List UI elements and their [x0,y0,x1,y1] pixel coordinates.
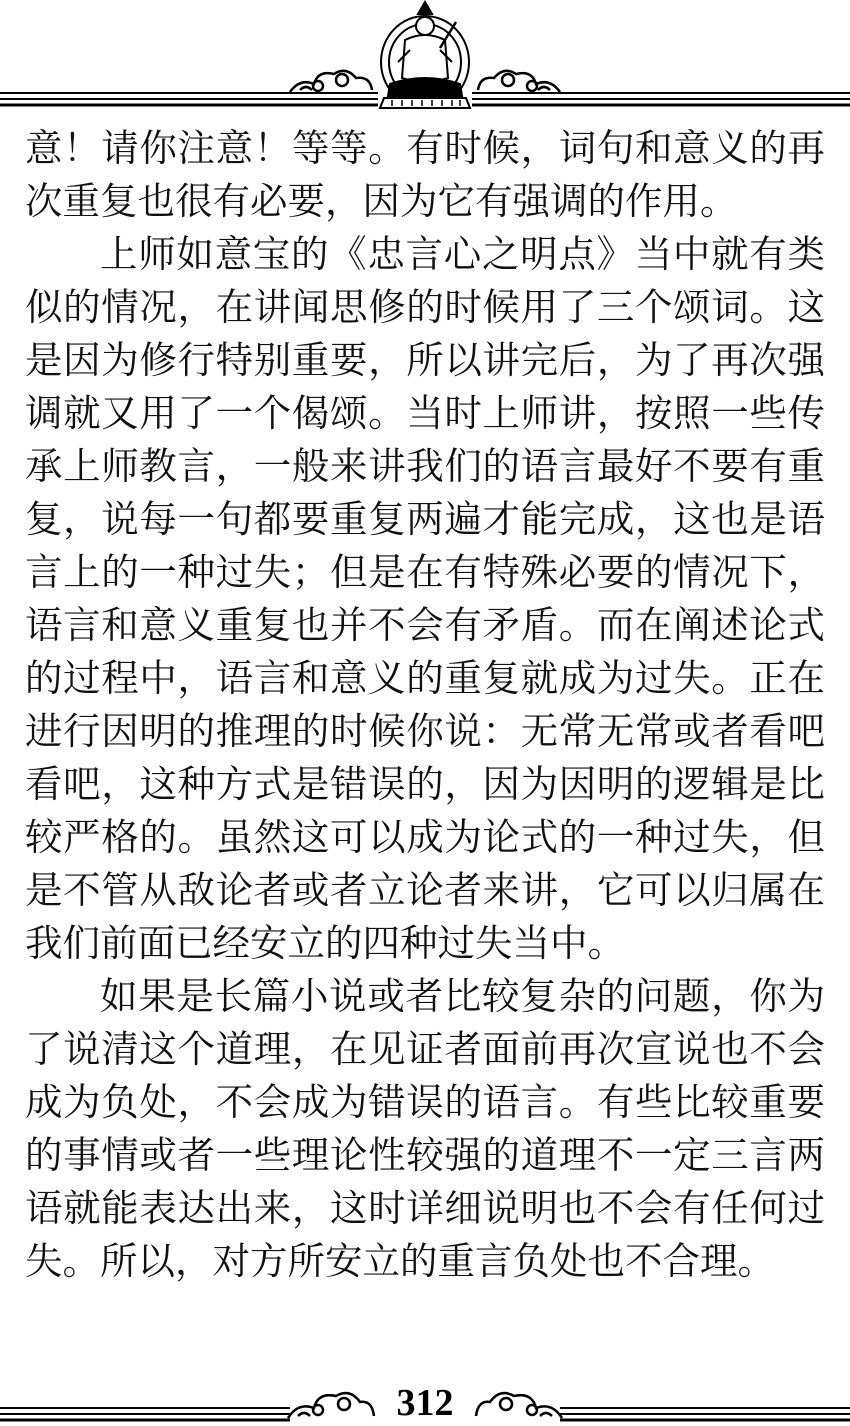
paragraph: 上师如意宝的《忠言心之明点》当中就有类似的情况，在讲闻思修的时候用了三个颂词。这是因为修行特别重要，所以讲完后，为了再次强调就又用了一个偈颂。当时上师讲，按照一些传承上师教言，一般来讲我们的语言最好不要有重复，说每一句都要重复两遍才能完成，这也是语言上的一种过失；但是在有特殊必要的情况下，语言和意义重复也并不会有矛盾。而在阐述论式的过程中，语言和意义的重复就成为过失。正在进行因明的推理的时候你说：无常无常或者看吧看吧，这种方式是错误的，因为因明的逻辑是比较严格的。虽然这可以成为论式的一种过失，但是不管从敌论者或者立论者来讲，它可以归属在我们前面已经安立的四种过失当中。 [25,232,825,965]
paragraph: 意！请你注意！等等。有时候，词句和意义的再次重复也很有必要，因为它有强调的作用。 [25,126,825,223]
header-rule-right [472,93,850,105]
cloud-scroll-icon [290,71,372,92]
page-number: 312 [396,1382,454,1424]
paragraph: 如果是长篇小说或者比较复杂的问题，你为了说清这个道理，在见证者面前再次宣说也不会成为负处，不会成为错误的语言。有些比较重要的事情或者一些理论性较强的道理不一定三言两语就能表达出来，这时详细说明也不会有任何过失。所以，对方所安立的重言负处也不合理。 [25,974,825,1283]
body-text [25,122,825,1288]
header-rule-left [0,93,378,105]
header-ornament [0,0,850,112]
cloud-scroll-icon [478,71,560,92]
page-header [0,0,850,112]
deity-figure-icon [380,2,470,108]
